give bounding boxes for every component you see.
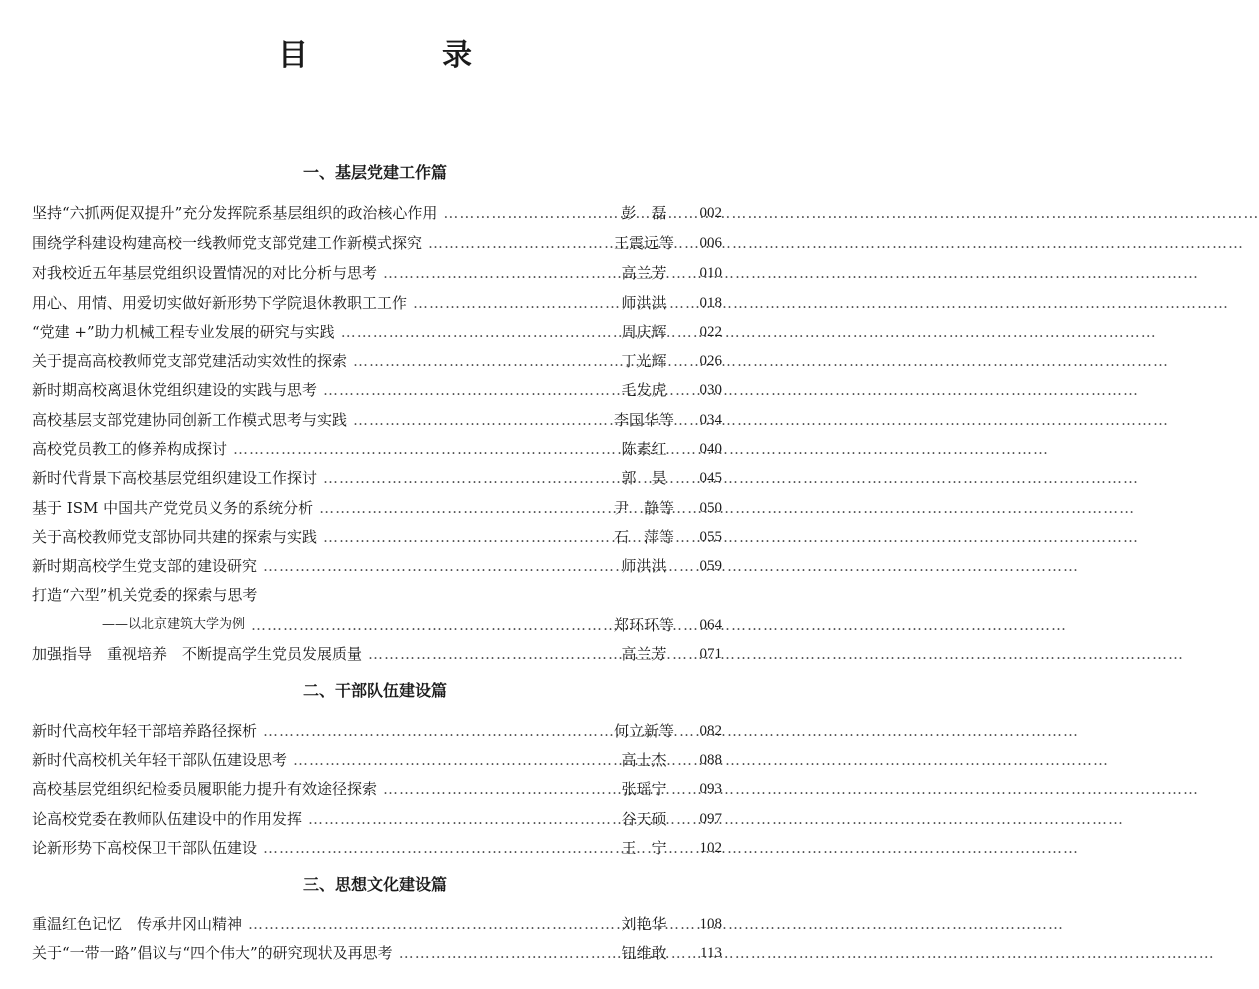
entry-author: 李国华等: [613, 411, 674, 429]
entry-author: 郭 昊: [621, 469, 667, 487]
entry-author: 师洪洪: [621, 294, 667, 312]
entry-author: 何立新等: [613, 722, 674, 740]
leader-dots: [428, 233, 596, 253]
entry-author: 石 萍等: [613, 528, 674, 546]
leader-dots: [323, 468, 596, 488]
entry-page: 059: [699, 558, 722, 574]
leader-dots: [368, 644, 596, 664]
entry-author: 彭 磊: [621, 204, 667, 222]
entry-page: 088: [699, 752, 722, 768]
leader-dots: [293, 750, 596, 770]
entry-page: 034: [699, 412, 722, 428]
entry-page: 097: [699, 811, 722, 827]
entry-author: 丁光辉: [621, 352, 667, 370]
entry-author: 毛发虎: [621, 381, 667, 399]
entry-page: 040: [699, 441, 722, 457]
leader-dots: [413, 293, 596, 313]
entry-page: 018: [699, 295, 722, 311]
toc-entry[interactable]: [32, 519, 722, 547]
entry-title: 对我校近五年基层党组织设置情况的对比分析与思考: [32, 264, 378, 282]
entry-title: 关于提高高校教师党支部党建活动实效性的探索: [32, 352, 348, 370]
leader-dots: [263, 556, 596, 576]
entry-page: 093: [699, 781, 722, 797]
entry-page: 055: [699, 529, 722, 545]
toc-entry[interactable]: [32, 195, 722, 223]
entry-page: 026: [699, 353, 722, 369]
leader-dots: [443, 203, 596, 223]
entry-title: 围绕学科建设构建高校一线教师党支部党建工作新模式探究: [32, 234, 423, 252]
entry-title: 加强指导 重视培养 不断提高学生党员发展质量: [32, 645, 363, 663]
section-heading: 三、思想文化建设篇: [302, 875, 447, 894]
leader-dots: [323, 380, 596, 400]
entry-page: 113: [700, 945, 722, 961]
entry-page: 006: [699, 235, 722, 251]
entry-title: 论新形势下高校保卫干部队伍建设: [32, 839, 258, 857]
leader-dots: [353, 410, 596, 430]
toc-entry[interactable]: [32, 742, 722, 770]
toc-entry[interactable]: [32, 713, 722, 741]
entry-title: 关于“一带一路”倡议与“四个伟大”的研究现状及再思考: [32, 944, 393, 962]
entry-subtitle: ——以北京建筑大学为例: [102, 617, 246, 632]
section-heading: 二、干部队伍建设篇: [302, 681, 447, 700]
leader-dots: [308, 809, 596, 829]
section-heading: 一、基层党建工作篇: [302, 163, 447, 182]
entry-title: “党建 +”助力机械工程专业发展的研究与实践: [32, 323, 335, 341]
leader-dots: [383, 779, 596, 799]
entry-title: 新时期高校离退休党组织建设的实践与思考: [32, 381, 318, 399]
toc-entry[interactable]: [32, 431, 722, 459]
entry-page: 082: [699, 723, 722, 739]
leader-dots: [263, 721, 596, 741]
toc-entry[interactable]: [32, 490, 722, 518]
entry-author: 刘艳华: [621, 915, 667, 933]
entry-page: 108: [699, 916, 722, 932]
entry-title: 打造“六型”机关党委的探索与思考: [32, 586, 258, 604]
entry-page: 102: [699, 840, 722, 856]
leader-dots: [341, 322, 596, 342]
toc-entry[interactable]: [32, 372, 722, 400]
entry-title: 重温红色记忆 传承井冈山精神: [32, 915, 243, 933]
toc-entry[interactable]: [32, 460, 722, 488]
entry-author: 张瑶宁: [621, 780, 667, 798]
toc-entry[interactable]: [32, 771, 722, 799]
leader-dots: [263, 838, 596, 858]
entry-author: 高兰芳: [621, 645, 667, 663]
leader-dots: [248, 914, 596, 934]
toc-entry-subtitle[interactable]: [32, 607, 722, 635]
toc-entry[interactable]: [32, 343, 722, 371]
toc-entry[interactable]: [32, 314, 722, 342]
entry-title: 高校基层党组织纪检委员履职能力提升有效途径探索: [32, 780, 378, 798]
toc-entry[interactable]: [32, 402, 722, 430]
leader-dots: [319, 498, 596, 518]
entry-author: 周庆辉: [621, 323, 667, 341]
toc-entry[interactable]: [32, 830, 722, 858]
entry-page: 022: [699, 324, 722, 340]
toc-entry[interactable]: [32, 935, 722, 963]
entry-title: 新时期高校学生党支部的建设研究: [32, 557, 258, 575]
entry-page: 010: [699, 265, 722, 281]
leader-dots: [383, 263, 596, 283]
entry-title: 高校基层支部党建协同创新工作模式思考与实践: [32, 411, 348, 429]
entry-title: 用心、用情、用爱切实做好新形势下学院退休教职工工作: [32, 294, 408, 312]
entry-author: 王 宁: [621, 839, 667, 857]
entry-author: 高兰芳: [621, 264, 667, 282]
toc-entry[interactable]: [32, 636, 722, 664]
leader-dots: [251, 615, 596, 635]
leader-dots: [353, 351, 596, 371]
entry-author: 钮维敢: [621, 944, 667, 962]
leader-dots: [399, 943, 596, 963]
entry-page: 045: [699, 470, 722, 486]
entry-title: 新时代高校年轻干部培养路径探析: [32, 722, 258, 740]
entry-author: 师洪洪: [621, 557, 667, 575]
entry-title: 高校党员教工的修养构成探讨: [32, 440, 228, 458]
toc-entry[interactable]: [32, 548, 722, 576]
entry-title: 坚持“六抓两促双提升”充分发挥院系基层组织的政治核心作用: [32, 204, 438, 222]
entry-title: 论高校党委在教师队伍建设中的作用发挥: [32, 810, 303, 828]
page-title: 目 录: [278, 38, 524, 73]
toc-entry[interactable]: [32, 906, 722, 934]
leader-dots: [233, 439, 596, 459]
entry-page: 002: [699, 205, 722, 221]
entry-author: 王震远等: [613, 234, 674, 252]
toc-entry[interactable]: [32, 255, 722, 283]
entry-title: 新时代背景下高校基层党组织建设工作探讨: [32, 469, 318, 487]
entry-page: 030: [699, 382, 722, 398]
entry-author: 郑环环等: [613, 616, 674, 634]
entry-title: 新时代高校机关年轻干部队伍建设思考: [32, 751, 288, 769]
entry-title: 基于 ISM 中国共产党党员义务的系统分析: [32, 499, 314, 517]
entry-page: 050: [699, 500, 722, 516]
toc-entry[interactable]: [32, 801, 722, 829]
toc-entry[interactable]: [32, 225, 722, 253]
entry-page: 071: [699, 646, 722, 662]
entry-author: 陈素红: [621, 440, 667, 458]
entry-page: 064: [699, 617, 722, 633]
entry-title: 关于高校教师党支部协同共建的探索与实践: [32, 528, 318, 546]
entry-author: 谷天硕: [621, 810, 667, 828]
toc-entry[interactable]: [32, 285, 722, 313]
entry-author: 尹 静等: [613, 499, 674, 517]
leader-dots: [323, 527, 596, 547]
entry-author: 高士杰: [621, 751, 667, 769]
toc-entry[interactable]: [32, 577, 722, 605]
